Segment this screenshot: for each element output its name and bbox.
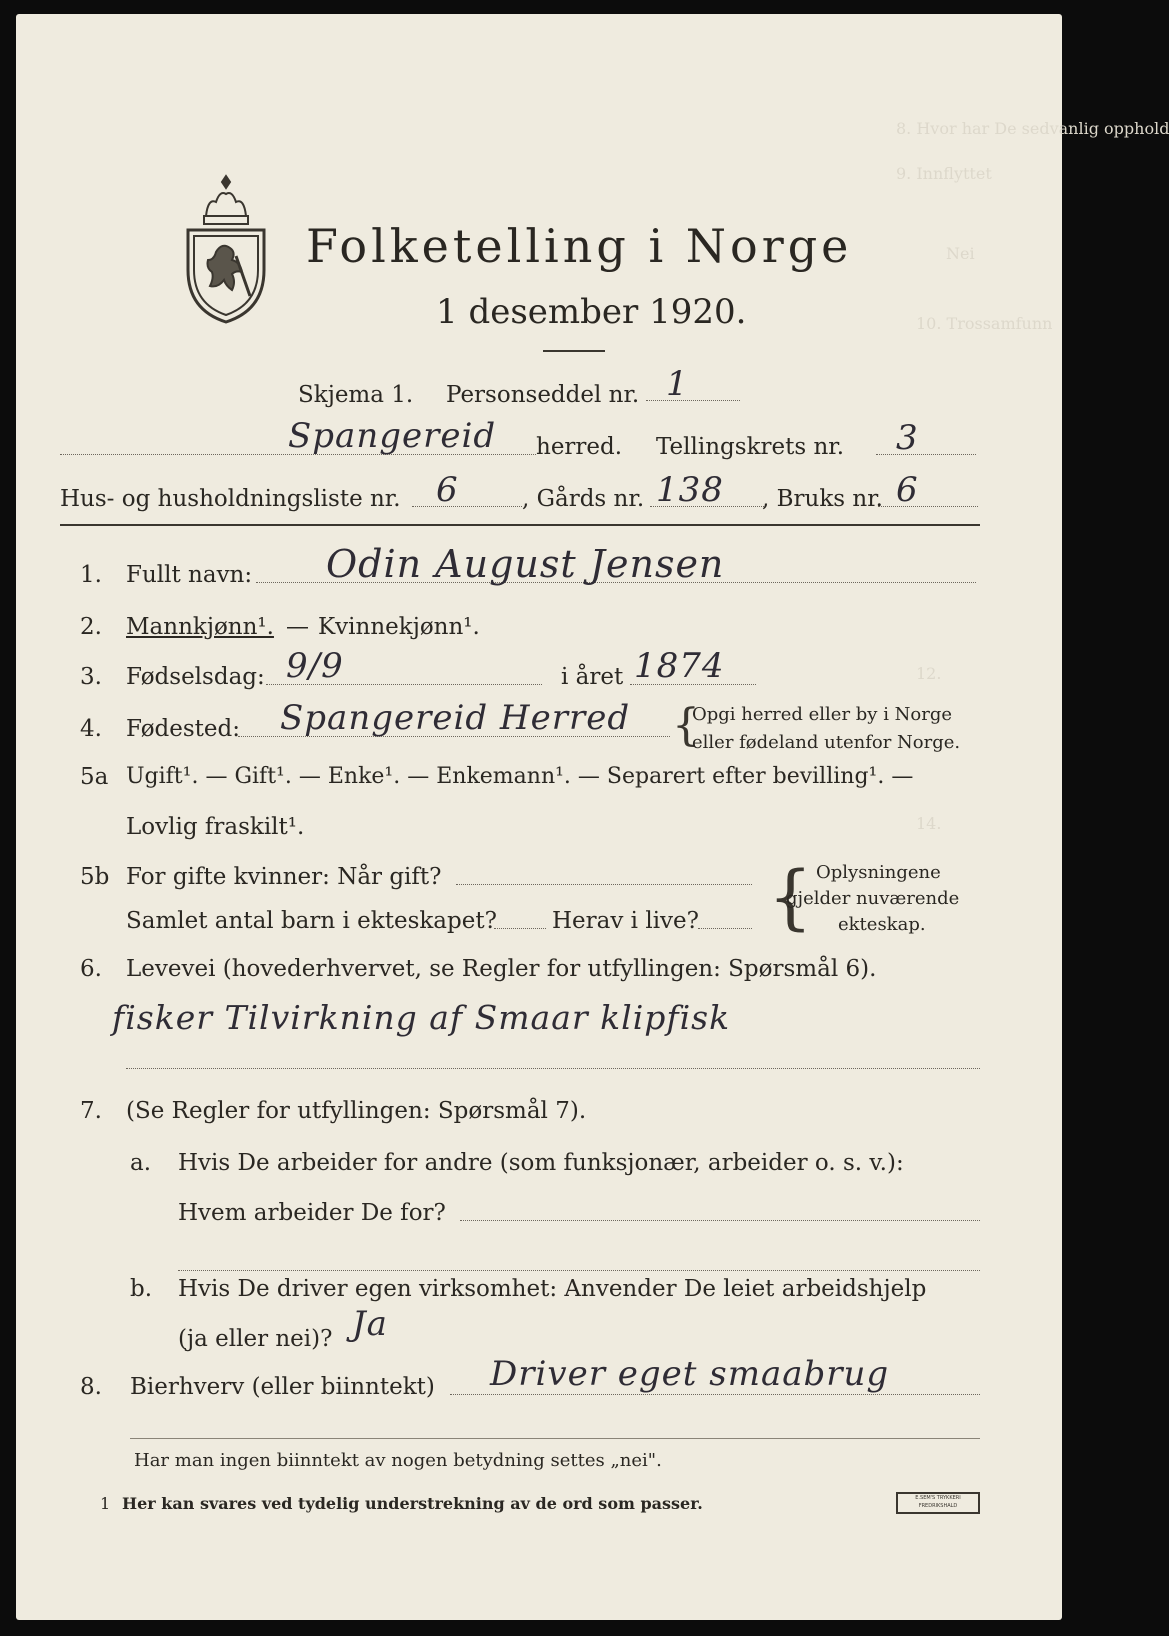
q4-label: Fødested: <box>126 716 241 742</box>
q1-label: Fullt navn: <box>126 562 253 588</box>
husholdningsliste-field[interactable] <box>412 506 522 507</box>
q3-number: 3. <box>80 664 102 690</box>
printer-stamp-text: E.SEM'S TRYKKERI FREDRIKSHALD <box>915 1495 961 1509</box>
birthplace-note-2: eller fødeland utenfor Norge. <box>692 732 961 753</box>
q2-separator: — <box>286 614 309 640</box>
q5b-alive-label: Herav i live? <box>552 908 699 934</box>
form-date: 1 desember 1920. <box>436 292 747 332</box>
husholdningsliste-label: Hus- og husholdningsliste nr. <box>60 486 401 512</box>
q4-number: 4. <box>80 716 102 742</box>
form-title: Folketelling i Norge <box>306 219 853 273</box>
herred-label: herred. <box>536 434 623 460</box>
personseddel-value: 1 <box>666 364 689 404</box>
q8-number: 8. <box>80 1374 102 1400</box>
employer-field-2[interactable] <box>178 1270 980 1271</box>
occupation-field-2[interactable] <box>126 1068 980 1069</box>
q7a-employer-label: Hvem arbeider De for? <box>178 1200 446 1226</box>
q7-label: (Se Regler for utfyllingen: Spørsmål 7). <box>126 1098 587 1124</box>
header-divider <box>60 524 980 526</box>
marital-status-options[interactable]: Ugift¹. — Gift¹. — Enke¹. — Enkemann¹. — Separert efter bevilling¹. — <box>126 764 914 789</box>
children-total-field[interactable] <box>494 928 546 929</box>
q5b-number: 5b <box>80 864 110 890</box>
q7b-text: Hvis De driver egen virksomhet: Anvender De leiet arbeidshjelp <box>178 1276 927 1302</box>
full-name-value: Odin August Jensen <box>326 542 725 586</box>
q1-number: 1. <box>80 562 102 588</box>
q7b-letter: b. <box>130 1276 153 1302</box>
q6-label: Levevei (hovederhvervet, se Regler for utfyllingen: Spørsmål 6). <box>126 956 877 982</box>
tellingskrets-field[interactable] <box>876 454 976 455</box>
q5a-number: 5a <box>80 764 109 790</box>
gender-male-option[interactable]: Mannkjønn¹. <box>126 614 274 640</box>
q5b-note-1: Oplysningene <box>816 862 941 883</box>
birthplace-value: Spangereid Herred <box>280 698 631 738</box>
gender-female-option[interactable]: Kvinnekjønn¹. <box>318 614 480 640</box>
q5b-children-label: Samlet antal barn i ekteskapet? <box>126 908 497 934</box>
footnote-number: 1 <box>100 1494 111 1513</box>
bruks-field[interactable] <box>878 506 978 507</box>
bruks-label: , Bruks nr. <box>762 486 883 512</box>
bruks-value: 6 <box>896 470 919 510</box>
footer-divider <box>130 1438 980 1439</box>
husholdningsliste-value: 6 <box>436 470 459 510</box>
census-form-page: 8. Hvor har De sedvanlig opphold 9. Innflyttet Nei 10. Trossamfunn 12. 14. Folketelling i Norge 1 desember 1920. Skjema 1. Personseddel nr. 1 Spangereid herred. Tellingskrets nr. 3 Hus- og husholdningsliste nr. 6 , Gårds nr. 138 , Bruks nr. 6 1. Fullt navn: Odin August Jensen 2. Mannkjønn¹. — Kvinnekjønn¹. 3. Fødselsdag: 9/9 i året 1874 4. Fødested: Spangereid Herred { Opgi herred eller by i Norge eller fødeland utenfor Norge. 5a Ugift¹. — Gift¹. — Enke¹. — Enkemann¹. — Separert efter bevilling¹. — Lovlig fraskilt¹. 5b For gifte kvinner: Når gift? Samlet antal barn i ekteskapet? Herav i live? { Oplysningene gjelder nuværende ekteskap. 6. Levevei (hovederhvervet, se Regler for utfyllingen: Spørsmål 6). fisker Tilvirkning af Smaar klipfisk 7. (Se Regler for utfyllingen: Spørsmål 7). a. Hvis De arbeider for andre (som funksjonær, arbeider o. s. v.): Hvem arbeider De for? b. Hvis De driver egen virksomhet: Anvender De leiet arbeidshjelp (ja eller nei)? Ja 8. Bierhverv (eller biinntekt) Driver eget smaabrug Har man ingen biinntekt av nogen betydning settes „nei". 1 Her kan svares ved tydelig understrekning av de ord som passer. E.SEM'S TRYKKERI FREDRIKSHALD <box>16 14 1062 1620</box>
side-income-value: Driver eget smaabrug <box>490 1354 890 1394</box>
q3-label: Fødselsdag: <box>126 664 265 690</box>
married-when-field[interactable] <box>456 884 752 885</box>
birthplace-note-1: Opgi herred eller by i Norge <box>692 704 953 725</box>
birth-year-label: i året <box>561 664 624 690</box>
children-alive-field[interactable] <box>698 928 752 929</box>
footer-note: Har man ingen biinntekt av nogen betydning settes „nei". <box>134 1450 662 1471</box>
birthplace-brace: { <box>672 700 700 751</box>
q7b-yesno-label: (ja eller nei)? <box>178 1326 333 1352</box>
tellingskrets-value: 3 <box>896 418 919 458</box>
birthday-value: 9/9 <box>286 646 344 686</box>
q5b-note-3: ekteskap. <box>838 914 926 935</box>
hired-help-value: Ja <box>352 1304 388 1344</box>
q5b-note-2: gjelder nuværende <box>786 888 960 909</box>
q7a-letter: a. <box>130 1150 152 1176</box>
marital-status-options-2[interactable]: Lovlig fraskilt¹. <box>126 814 305 840</box>
q7a-text: Hvis De arbeider for andre (som funksjonær, arbeider o. s. v.): <box>178 1150 904 1176</box>
q7-number: 7. <box>80 1098 102 1124</box>
occupation-value: fisker Tilvirkning af Smaar klipfisk <box>112 998 731 1037</box>
q6-number: 6. <box>80 956 102 982</box>
title-divider <box>543 350 605 352</box>
q5b-label: For gifte kvinner: Når gift? <box>126 864 442 890</box>
birth-year-value: 1874 <box>634 646 725 686</box>
tellingskrets-label: Tellingskrets nr. <box>656 434 845 460</box>
footnote-text: Her kan svares ved tydelig understrekning av de ord som passer. <box>122 1494 703 1513</box>
personseddel-field[interactable] <box>646 400 740 401</box>
printer-stamp <box>896 1492 980 1514</box>
skjema-label: Skjema 1. <box>298 382 414 408</box>
employer-field[interactable] <box>460 1220 980 1221</box>
q5b-brace: { <box>768 856 813 938</box>
gards-value: 138 <box>656 470 724 510</box>
side-income-field[interactable] <box>450 1394 980 1395</box>
norway-coat-of-arms-icon <box>180 172 272 326</box>
herred-value: Spangereid <box>288 416 497 456</box>
gards-label: , Gårds nr. <box>522 486 645 512</box>
q8-label: Bierhverv (eller biinntekt) <box>130 1374 435 1400</box>
q2-number: 2. <box>80 614 102 640</box>
personseddel-label: Personseddel nr. <box>446 382 640 408</box>
